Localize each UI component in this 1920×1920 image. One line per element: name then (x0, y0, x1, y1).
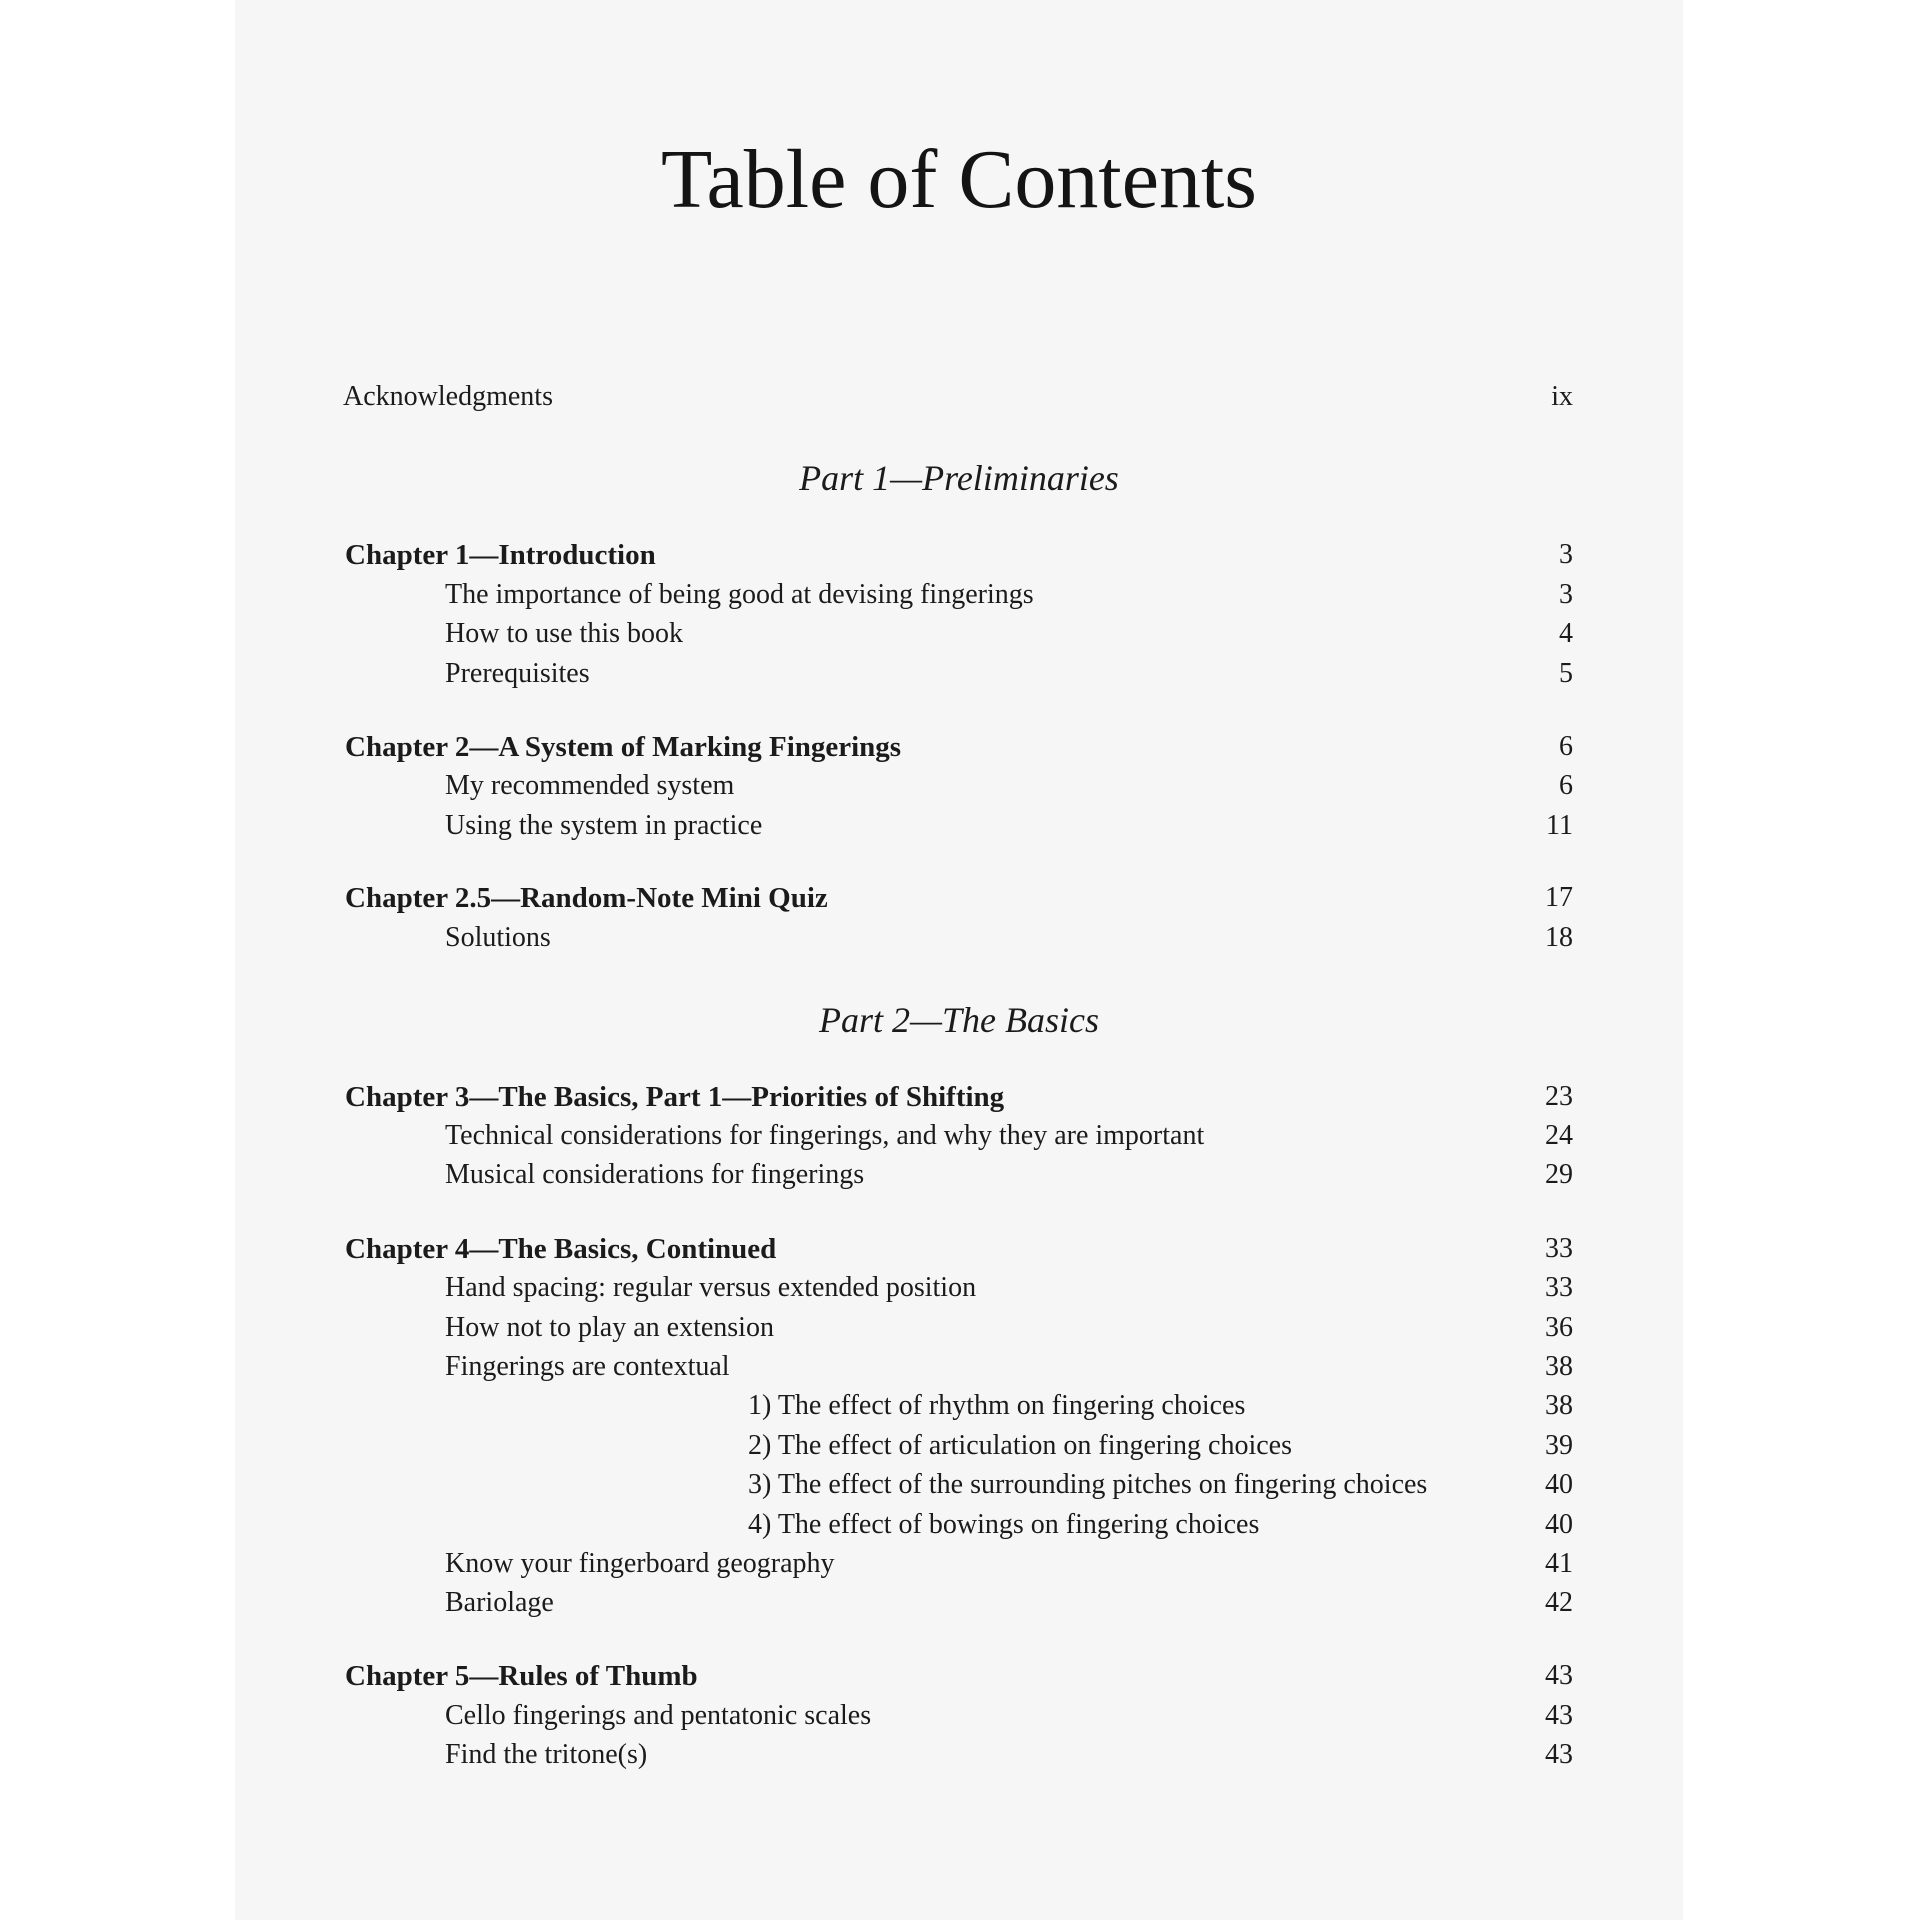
document-page (235, 0, 1683, 1920)
toc-entry-page: 5 (1559, 658, 1573, 689)
toc-section (343, 1116, 1573, 1156)
toc-entry-page: 42 (1545, 1587, 1573, 1618)
toc-entry-page: 41 (1545, 1548, 1573, 1579)
toc-section (343, 1268, 1573, 1308)
toc-entry-page: 43 (1545, 1700, 1573, 1731)
toc-entry-label: Fingerings are contextual (445, 1351, 730, 1382)
toc-entry-label: Hand spacing: regular versus extended position (445, 1272, 977, 1303)
toc-entry-acknowledgments (343, 377, 1573, 417)
toc-entry-page: 39 (1545, 1430, 1573, 1461)
toc-entry-page: 33 (1545, 1233, 1573, 1264)
toc-entry-page: 3 (1559, 539, 1573, 570)
toc-entry-page: 3 (1559, 579, 1573, 610)
toc-entry-page: 17 (1545, 882, 1573, 913)
toc-entry-label: Chapter 1—Introduction (345, 539, 656, 571)
toc-entry-label: Chapter 4—The Basics, Continued (345, 1233, 777, 1265)
toc-entry-label: Know your fingerboard geography (445, 1548, 835, 1579)
toc-entry-label: Cello fingerings and pentatonic scales (445, 1700, 872, 1731)
part-heading-1: Part 1—Preliminaries (799, 458, 1119, 498)
toc-entry-label: 4) The effect of bowings on fingering choices (748, 1509, 1260, 1540)
toc-entry-label: Technical considerations for fingerings, and why they are important (445, 1120, 1205, 1151)
part-heading-2: Part 2—The Basics (818, 1000, 1099, 1040)
toc-subsection (343, 1465, 1573, 1505)
toc-entry-label: Find the tritone(s) (445, 1739, 648, 1770)
toc-entry-page: 36 (1545, 1312, 1573, 1343)
toc-entry-page: 40 (1545, 1509, 1573, 1540)
toc-entry-label: 1) The effect of rhythm on fingering choices (748, 1390, 1246, 1421)
toc-section (343, 1347, 1573, 1387)
toc-entry-page: 23 (1545, 1081, 1573, 1112)
toc-chapter (343, 727, 1573, 767)
toc-chapter (343, 1656, 1573, 1696)
toc-entry-label: My recommended system (445, 770, 735, 801)
toc-entry-page: 29 (1545, 1159, 1573, 1190)
toc-chapter (343, 1077, 1573, 1117)
toc-entry-page: 38 (1545, 1390, 1573, 1421)
toc-entry-page: 43 (1545, 1739, 1573, 1770)
page-title: Table of Contents (661, 133, 1257, 226)
toc-section (343, 1308, 1573, 1348)
toc-chapter (343, 1229, 1573, 1269)
toc-section (343, 806, 1573, 846)
toc-section (343, 1155, 1573, 1195)
toc-entry-page: 18 (1545, 922, 1573, 953)
toc-entry-label: Chapter 2.5—Random-Note Mini Quiz (345, 882, 828, 914)
toc-entry-label: Solutions (445, 922, 551, 953)
toc-entry-page: 24 (1545, 1120, 1573, 1151)
toc-entry-label: Musical considerations for fingerings (445, 1159, 865, 1190)
toc-chapter (343, 535, 1573, 575)
toc-entry-label: How not to play an extension (445, 1312, 774, 1343)
toc-subsection (343, 1505, 1573, 1545)
toc-entry-label: 3) The effect of the surrounding pitches on fingering choices (748, 1469, 1428, 1500)
toc-entry-label: Acknowledgments (343, 381, 553, 412)
toc-entry-label: Using the system in practice (445, 810, 763, 841)
toc-section (343, 1544, 1573, 1584)
toc-subsection (343, 1386, 1573, 1426)
toc-section (343, 654, 1573, 694)
toc-entry-label: Bariolage (445, 1587, 554, 1618)
toc-entry-page: 33 (1545, 1272, 1573, 1303)
toc-entry-page: 38 (1545, 1351, 1573, 1382)
toc-entry-label: How to use this book (445, 618, 683, 649)
toc-entry-page: 40 (1545, 1469, 1573, 1500)
toc-section (343, 1735, 1573, 1775)
toc-entry-label: Chapter 5—Rules of Thumb (345, 1660, 698, 1692)
toc-section (343, 766, 1573, 806)
toc-entry-page: 11 (1546, 810, 1573, 841)
toc-entry-label: Prerequisites (445, 658, 590, 689)
toc-entry-label: Chapter 3—The Basics, Part 1—Priorities of Shifting (345, 1081, 1005, 1113)
toc-subsection (343, 1426, 1573, 1466)
toc-section (343, 614, 1573, 654)
toc-section (343, 1583, 1573, 1623)
toc-chapter (343, 878, 1573, 918)
toc-entry-page: ix (1551, 381, 1573, 412)
toc-entry-page: 4 (1559, 618, 1573, 649)
toc-entry-page: 6 (1559, 770, 1573, 801)
toc-section (343, 575, 1573, 615)
toc-entry-label: The importance of being good at devising fingerings (445, 579, 1034, 610)
toc-section (343, 1696, 1573, 1736)
toc-section (343, 918, 1573, 958)
toc-entry-label: 2) The effect of articulation on fingering choices (748, 1430, 1292, 1461)
toc-entry-page: 6 (1559, 731, 1573, 762)
toc-entry-label: Chapter 2—A System of Marking Fingerings (345, 731, 902, 763)
toc-entry-page: 43 (1545, 1660, 1573, 1691)
